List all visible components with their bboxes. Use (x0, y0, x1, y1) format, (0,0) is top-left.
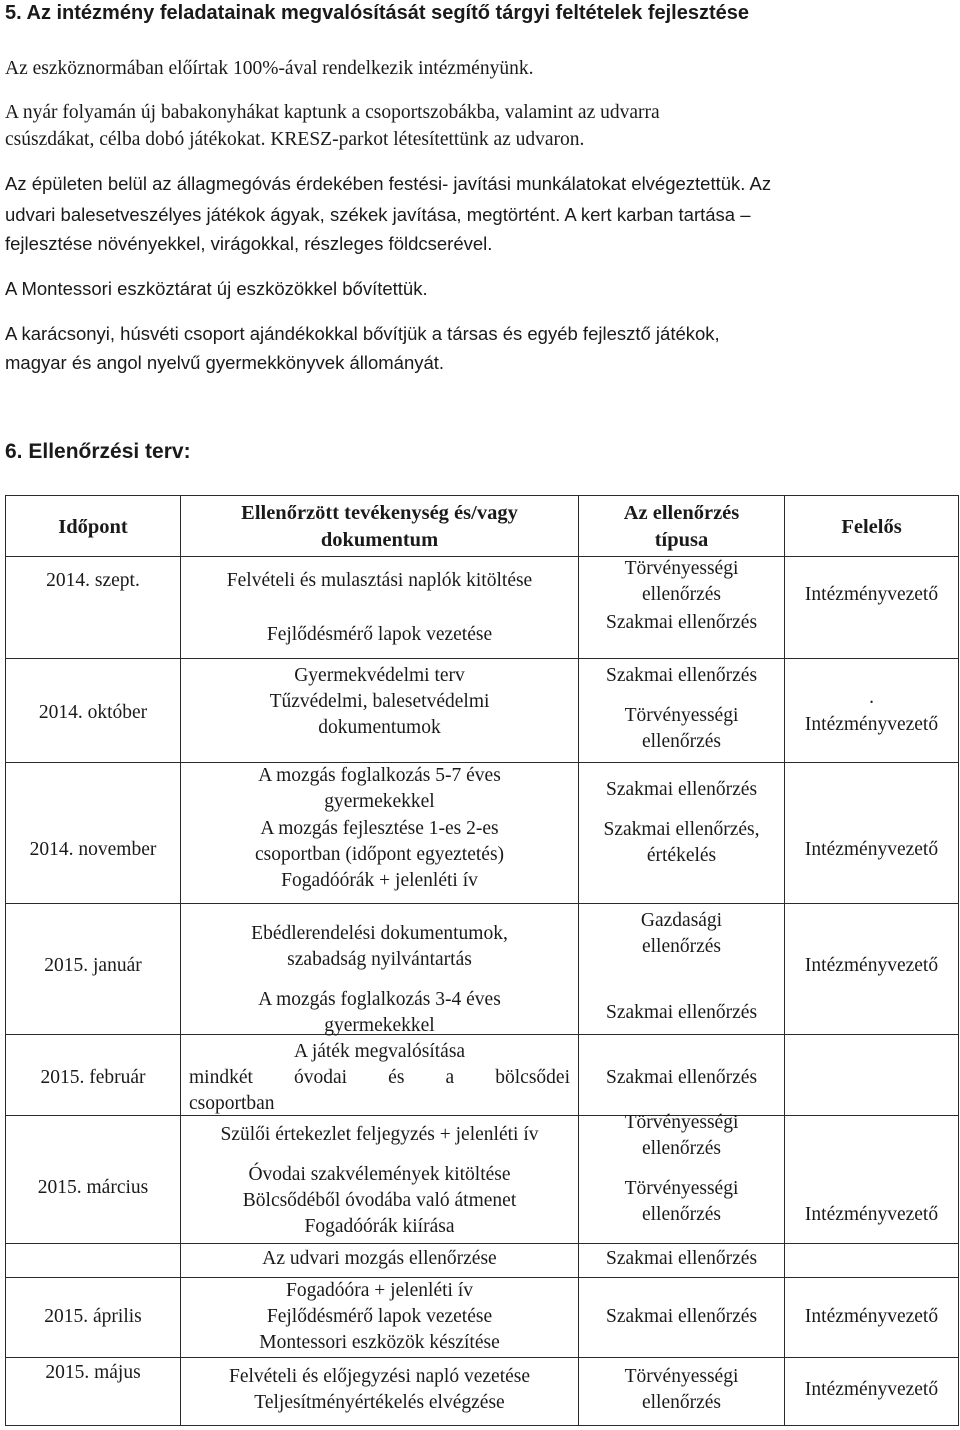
responsible-cell (785, 763, 959, 904)
activity: Bölcsődéből óvodába való átmenet (242, 1190, 517, 1211)
paragraph-summer-line-1: A nyár folyamán új babakonyhákat kaptunk a csoportszobákba, valamint az udvarra (5, 102, 660, 123)
control-type: Gazdasági (640, 910, 723, 931)
activity: A mozgás foglalkozás 3-4 éves (258, 989, 501, 1010)
header-date: Időpont (58, 516, 128, 538)
paragraph-gifts-line-2: magyar és angol nyelvű gyermekkönyvek állományát. (5, 352, 445, 373)
header-responsible: Felelős (841, 516, 902, 538)
activity: Óvodai szakvélemények kitöltése (248, 1164, 511, 1185)
activity-cell (181, 659, 579, 763)
control-type: Törvényességi (624, 1178, 739, 1199)
control-type: ellenőrzés (641, 1138, 722, 1159)
control-type: Törvényességi (624, 705, 739, 726)
activity-cell (181, 1244, 579, 1278)
activity: Ebédlerendelési dokumentumok, (251, 923, 508, 944)
control-type: Szakmai ellenőrzés (605, 1067, 758, 1088)
activity: Teljesítményértékelés elvégzése (254, 1392, 505, 1413)
responsible: Intézményvezető (804, 714, 939, 735)
control-type: Törvényességi (624, 1112, 739, 1133)
activity-cell (181, 763, 579, 904)
activity: Fogadóórák kiírása (304, 1216, 455, 1237)
paragraph-building-line-2: udvari balesetveszélyes játékok ágyak, székek javítása, megtörtént. A kert karban tartása – (5, 204, 751, 225)
responsible: Intézményvezető (804, 1204, 939, 1225)
paragraph-building-line-3: fejlesztése növényekkel, virágokkal, részleges földcserével. (5, 233, 493, 254)
responsible: Intézményvezető (804, 839, 939, 860)
responsible-cell (785, 557, 959, 659)
activity: gyermekekkel (324, 791, 435, 812)
activity: A mozgás fejlesztése 1-es 2-es (260, 818, 499, 839)
activity: A mozgás foglalkozás 5-7 éves (258, 765, 501, 786)
date: 2014. október (38, 702, 148, 723)
control-type: Szakmai ellenőrzés (605, 1306, 758, 1327)
date-cell (6, 1278, 181, 1358)
control-type: értékelés (646, 845, 717, 866)
control-type: Törvényességi (624, 1366, 739, 1387)
section-5-title: 5. Az intézmény feladatainak megvalósítását segítő tárgyi feltételek fejlesztése (5, 2, 749, 24)
type-cell (579, 1358, 785, 1426)
header-activity-cell (181, 496, 579, 557)
responsible: Intézményvezető (804, 1306, 939, 1327)
responsible-cell (785, 1278, 959, 1358)
responsible-cell (785, 1035, 959, 1116)
date: 2015. április (44, 1306, 142, 1327)
control-type: ellenőrzés (641, 936, 722, 957)
control-type: Szakmai ellenőrzés (605, 779, 758, 800)
activity: dokumentumok (318, 717, 441, 738)
table-row (6, 1358, 959, 1426)
type-cell (579, 1244, 785, 1278)
control-type: ellenőrzés (641, 1204, 722, 1225)
control-type: Törvényességi (624, 558, 739, 579)
date-cell (6, 1035, 181, 1116)
header-responsible-cell (785, 496, 959, 557)
paragraph-equipment-norm: Az eszköznormában előírtak 100%-ával rendelkezik intézményünk. (5, 58, 534, 79)
responsible: Intézményvezető (804, 955, 939, 976)
paragraph-montessori: A Montessori eszköztárat új eszközökkel bővítettük. (5, 278, 428, 299)
table-row (6, 557, 959, 659)
paragraph-building-line-1: Az épületen belül az állagmegóvás érdekében festési- javítási munkálatokat elvégeztettük. Az (5, 173, 772, 194)
date-cell (6, 659, 181, 763)
responsible-cell (785, 1116, 959, 1244)
activity: Tűzvédelmi, balesetvédelmi (269, 691, 490, 712)
table-row (6, 1278, 959, 1358)
header-date-cell (6, 496, 181, 557)
type-cell (579, 1035, 785, 1116)
activity-cell (181, 1358, 579, 1426)
date: 2014. szept. (46, 570, 140, 591)
date-cell (6, 1116, 181, 1244)
responsible-dot: . (869, 687, 874, 708)
table-row (6, 659, 959, 763)
control-type: ellenőrzés (641, 1392, 722, 1413)
table-header-row (6, 496, 959, 557)
control-plan-table (5, 495, 959, 1426)
control-type: Szakmai ellenőrzés (605, 1002, 758, 1023)
table-row (6, 904, 959, 1035)
activity: Gyermekvédelmi terv (294, 665, 465, 686)
activity: Montessori eszközök készítése (259, 1332, 500, 1353)
activity: csoportban (időpont egyeztetés) (254, 844, 505, 865)
activity: Fejlődésmérő lapok vezetése (266, 1306, 493, 1327)
table-row (6, 1244, 959, 1278)
date: 2015. március (37, 1177, 149, 1198)
header-type-cell (579, 496, 785, 557)
paragraph-gifts-line-1: A karácsonyi, húsvéti csoport ajándékokkal bővítjük a társas és egyéb fejlesztő játékok, (5, 323, 720, 344)
table-row (6, 1035, 959, 1116)
activity: Fogadóóra + jelenléti ív (286, 1280, 473, 1301)
paragraph-summer-line-2: csúszdákat, célba dobó játékokat. KRESZ-parkot létesítettünk az udvaron. (5, 129, 585, 150)
type-cell (579, 557, 785, 659)
activity-cell (181, 557, 579, 659)
control-type: Szakmai ellenőrzés (605, 665, 758, 686)
control-type: ellenőrzés (641, 584, 722, 605)
responsible: Intézményvezető (804, 1379, 939, 1400)
type-cell (579, 1278, 785, 1358)
activity-cell (181, 904, 579, 1035)
section-6-title: 6. Ellenőrzési terv: (5, 440, 191, 463)
type-cell (579, 904, 785, 1035)
activity: Fogadóórák + jelenléti ív (281, 870, 478, 891)
responsible-cell (785, 904, 959, 1035)
responsible-cell (785, 659, 959, 763)
date: 2015. május (45, 1362, 141, 1383)
date-cell (6, 763, 181, 904)
activity: Fejlődésmérő lapok vezetése (266, 624, 493, 645)
responsible-cell (785, 1358, 959, 1426)
activity: Szülői értekezlet feljegyzés + jelenléti ív (220, 1124, 539, 1145)
activity-cell (181, 1035, 579, 1116)
activity: Felvételi és mulasztási naplók kitöltése (226, 570, 533, 591)
activity: Az udvari mozgás ellenőrzése (262, 1248, 497, 1269)
type-cell (579, 1112, 785, 1244)
date-cell (6, 904, 181, 1035)
activity-cell (181, 1278, 579, 1358)
date: 2015. február (40, 1067, 146, 1088)
header-activity-line-2: dokumentum (320, 529, 439, 551)
activity: A játék megvalósítása (293, 1041, 466, 1062)
activity-cell (181, 1116, 579, 1244)
date-cell (6, 1358, 181, 1426)
control-type: ellenőrzés (641, 731, 722, 752)
activity: mindkét óvodai és a bölcsődei (189, 1067, 570, 1088)
activity: gyermekekkel (324, 1015, 435, 1036)
date: 2014. november (29, 839, 157, 860)
control-type: Szakmai ellenőrzés (605, 612, 758, 633)
type-cell (579, 659, 785, 763)
control-type: Szakmai ellenőrzés (605, 1248, 758, 1269)
activity: csoportban (189, 1093, 275, 1114)
table-row (6, 1116, 959, 1244)
date-cell (6, 557, 181, 659)
date: 2015. január (44, 955, 142, 976)
responsible: Intézményvezető (804, 584, 939, 605)
activity: Felvételi és előjegyzési napló vezetése (228, 1366, 531, 1387)
activity: szabadság nyilvántartás (287, 949, 472, 970)
responsible-cell (785, 1244, 959, 1278)
table-row (6, 763, 959, 904)
type-cell (579, 763, 785, 904)
header-type-line-2: típusa (654, 529, 709, 551)
header-type-line-1: Az ellenőrzés (623, 502, 740, 524)
header-activity-line-1: Ellenőrzött tevékenység és/vagy (241, 502, 518, 524)
date-cell (6, 1244, 181, 1278)
control-type: Szakmai ellenőrzés, (603, 819, 760, 840)
